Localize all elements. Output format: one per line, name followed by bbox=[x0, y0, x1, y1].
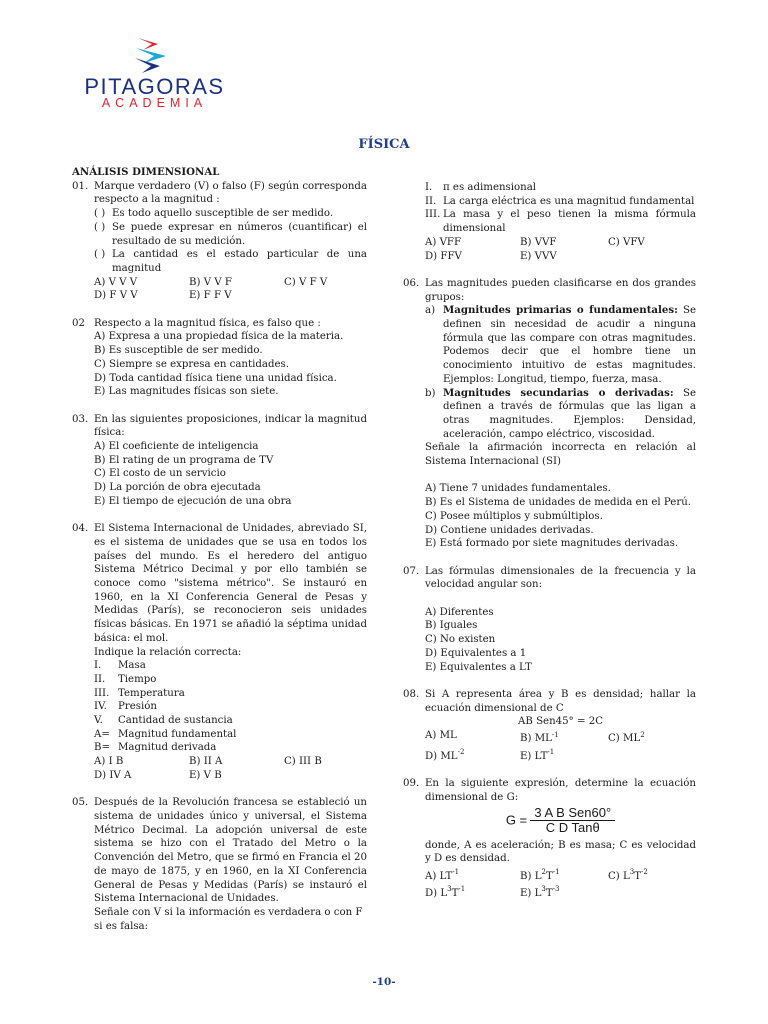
option-c: C) III B bbox=[284, 756, 322, 768]
option-a: A) Tiene 7 unidades fundamentales. bbox=[425, 483, 611, 495]
option-c: C) L bbox=[608, 870, 630, 882]
item-text: Presión bbox=[118, 701, 157, 713]
option-c: C) V F V bbox=[284, 276, 328, 288]
question-text: Las fórmulas dimensionales de la frecuencia y la velocidad angular son: bbox=[425, 565, 696, 591]
option-e: E) El tiempo de ejecución de una obra bbox=[94, 495, 292, 507]
question-number: 02 bbox=[72, 317, 85, 329]
exponent: -1 bbox=[452, 868, 460, 877]
option-d: D) Toda cantidad física tiene una unidad física. bbox=[94, 372, 337, 384]
item-marker: b) bbox=[425, 387, 436, 399]
item-marker: II. bbox=[425, 195, 437, 207]
exponent: -2 bbox=[457, 748, 465, 757]
exponent: -1 bbox=[552, 868, 560, 877]
option-a: A) Expresa a una propiedad física de la materia. bbox=[94, 331, 344, 343]
equation-lhs: G = bbox=[505, 812, 528, 828]
question-number: 08. bbox=[403, 688, 420, 700]
exponent: -2 bbox=[641, 868, 648, 877]
item-text: Masa bbox=[118, 660, 146, 672]
subtopic-title: Magnitudes secundarias o derivadas: bbox=[443, 386, 674, 399]
question-number: 01. bbox=[72, 180, 89, 192]
exponent: 3 bbox=[541, 885, 546, 894]
fraction-denominator: C D Tanθ bbox=[545, 820, 600, 836]
question-03 bbox=[72, 413, 367, 509]
exponent: 2 bbox=[640, 731, 645, 740]
question-text: En la siguiente expresión, determine la ecuación dimensional de G: bbox=[425, 777, 696, 803]
option-c: C) VFV bbox=[608, 236, 645, 248]
question-05 bbox=[72, 796, 367, 933]
option-e: E) Las magnitudes físicas son siete. bbox=[94, 386, 279, 398]
option-a: A) I B bbox=[94, 756, 124, 768]
fraction-equation bbox=[425, 806, 696, 834]
option-b: B) Iguales bbox=[425, 620, 478, 632]
option-d: D) FFV bbox=[425, 250, 462, 262]
exponent: 3 bbox=[629, 868, 635, 877]
question-07 bbox=[403, 565, 696, 675]
option-a: A) LT bbox=[425, 870, 453, 882]
exponent: 3 bbox=[447, 885, 452, 894]
question-number: 03. bbox=[72, 413, 89, 425]
option-a: A) Diferentes bbox=[425, 606, 494, 618]
option-a: A) El coeficiente de inteligencia bbox=[94, 441, 259, 453]
section-heading: ANÁLISIS DIMENSIONAL bbox=[72, 166, 220, 178]
option-e: E) V B bbox=[189, 769, 222, 781]
option-b: B) II A bbox=[189, 756, 223, 768]
question-08 bbox=[403, 688, 696, 763]
option-b: B) Es el Sistema de unidades de medida en el Perú. bbox=[425, 497, 692, 509]
key-text: Magnitud derivada bbox=[118, 742, 217, 754]
item-text: Se puede expresar en números (cuantificar) el resultado de su medición. bbox=[112, 221, 367, 247]
option-a: A) ML bbox=[425, 730, 457, 742]
question-text: Marque verdadero (V) o falso (F) según corresponda respecto a la magnitud : bbox=[94, 180, 367, 206]
option-b: B) VVF bbox=[520, 236, 557, 248]
option-e: E) LT bbox=[520, 750, 548, 762]
option-c: C) El costo de un servicio bbox=[94, 468, 226, 480]
page-number: -10- bbox=[372, 976, 396, 988]
option-b: B) El rating de un programa de TV bbox=[94, 454, 274, 466]
exponent: -1 bbox=[547, 748, 555, 757]
item-marker: IV. bbox=[94, 701, 107, 713]
option-e: E) VVV bbox=[520, 250, 557, 262]
arrow-logo-icon bbox=[72, 36, 237, 76]
option-b: B) Es susceptible de ser medido. bbox=[94, 345, 263, 357]
item-marker: ( ) bbox=[94, 221, 106, 233]
option-d: D) Equivalentes a 1 bbox=[425, 647, 527, 659]
right-column bbox=[403, 181, 696, 900]
question-note: donde, A es aceleración; B es masa; C es velocidad y D es densidad. bbox=[425, 839, 696, 865]
option-d: D) La porción de obra ejecutada bbox=[94, 482, 261, 494]
option-a: A) VFF bbox=[425, 236, 462, 248]
exponent: -1 bbox=[458, 885, 466, 894]
question-06 bbox=[403, 277, 696, 551]
key-marker: A= bbox=[94, 728, 110, 740]
item-text: La carga eléctrica es una magnitud fundamental bbox=[443, 195, 695, 207]
key-text: Magnitud fundamental bbox=[118, 728, 237, 740]
subtopic-text: Se definen sin necesidad de acudir a ninguna fórmula que las compare con otras magnitudes. Podemos decir que el hombre tiene un conocimiento intuitivo de estas magnitudes. Ejemplos: Longitud, tiempo, fuerza, masa. bbox=[443, 305, 696, 385]
equation: AB Sen45° = 2C bbox=[518, 716, 603, 728]
option-c: C) ML bbox=[608, 733, 641, 745]
question-01 bbox=[72, 180, 367, 303]
item-text: Temperatura bbox=[118, 687, 185, 699]
item-marker: III. bbox=[425, 209, 441, 221]
question-text: Respecto a la magnitud física, es falso que : bbox=[94, 317, 321, 329]
option-d: D) IV A bbox=[94, 769, 132, 781]
question-text: Las magnitudes pueden clasificarse en dos grandes grupos: bbox=[425, 277, 696, 303]
question-05-continued bbox=[425, 181, 696, 263]
option-d: D) L bbox=[425, 887, 448, 899]
logo-subtitle: ACADEMIA bbox=[101, 96, 208, 110]
subtopic-text: Se definen a través de fórmulas que las ligan a otras magnitudes. Ejemplos: Densidad, aceleración, campo eléctrico, viscosidad. bbox=[443, 387, 696, 440]
option-e: E) F F V bbox=[189, 290, 232, 302]
item-text: La cantidad es el estado particular de una magnitud bbox=[112, 249, 367, 274]
exponent: 2 bbox=[541, 868, 546, 877]
question-prompt: Señale la afirmación incorrecta en relación al Sistema Internacional (SI) bbox=[425, 442, 696, 468]
option-d: D) ML bbox=[425, 750, 458, 762]
subtopic-title: Magnitudes primarias o fundamentales: bbox=[443, 304, 678, 317]
question-number: 04. bbox=[72, 523, 89, 535]
page-title: FÍSICA bbox=[358, 137, 410, 152]
item-marker: I. bbox=[94, 660, 102, 672]
item-marker: ( ) bbox=[94, 208, 106, 220]
item-marker: a) bbox=[425, 305, 436, 317]
option-e: E) Está formado por siete magnitudes derivadas. bbox=[425, 538, 679, 550]
question-text: Después de la Revolución francesa se estableció un sistema de unidades único y universal, el Sistema Métrico Decimal. La adopción universal de este sistema se hizo con el Tratado del Metro o la Convención del Metro, que se firmó en Francia el 20 de mayo de 1875, y en 1960, en la XI Conferencia General de Pesas y Medidas (París) se instauró el Sistema Internacional de Unidades. bbox=[94, 797, 367, 905]
question-04 bbox=[72, 522, 367, 782]
left-column bbox=[72, 166, 367, 933]
option-b: B) ML bbox=[520, 733, 552, 745]
option-c: C) No existen bbox=[425, 634, 496, 646]
fraction-numerator: 3 A B Sen60° bbox=[530, 806, 615, 821]
item-text: Cantidad de sustancia bbox=[118, 715, 233, 727]
exponent: -1 bbox=[551, 731, 559, 740]
item-marker: II. bbox=[94, 673, 106, 685]
option-c-part: T bbox=[634, 870, 642, 882]
question-text: Si A representa área y B es densidad; hallar la ecuación dimensional de C bbox=[425, 688, 696, 714]
option-c: C) Posee múltiplos y submúltiplos. bbox=[425, 510, 603, 522]
option-b: B) L bbox=[520, 870, 542, 882]
item-text: Es todo aquello susceptible de ser medido. bbox=[112, 208, 334, 220]
option-e: E) Equivalentes a LT bbox=[425, 661, 532, 673]
item-marker: I. bbox=[425, 182, 433, 193]
item-marker: V. bbox=[94, 715, 103, 727]
question-prompt: Señale con V si la información es verdadera o con F si es falsa: bbox=[94, 906, 363, 932]
item-text: Tiempo bbox=[118, 673, 157, 685]
item-text: π es adimensional bbox=[443, 182, 537, 193]
option-e: E) L bbox=[520, 887, 542, 899]
question-text: En las siguientes proposiciones, indicar la magnitud física: bbox=[94, 413, 367, 439]
question-prompt: Indique la relación correcta: bbox=[94, 646, 242, 658]
item-text: La masa y el peso tienen la misma fórmula dimensional bbox=[443, 209, 696, 235]
option-a: A) V V V bbox=[94, 276, 138, 288]
option-e-part: T bbox=[545, 887, 553, 899]
item-marker: ( ) bbox=[94, 249, 106, 261]
option-d-part: T bbox=[451, 887, 459, 899]
question-number: 09. bbox=[403, 777, 420, 789]
exponent: -3 bbox=[552, 885, 560, 894]
question-number: 06. bbox=[403, 277, 420, 289]
question-number: 05. bbox=[72, 797, 89, 809]
question-02 bbox=[72, 317, 367, 399]
option-b: B) V V F bbox=[189, 276, 232, 288]
question-text: El Sistema Internacional de Unidades, abreviado SI, es el sistema de unidades que se usa en todos los países del mundo. Es el heredero del antiguo Sistema Métrico Decimal y por ello también se conoce como "sistema métrico". Se instauró en 1960, en la XI Conferencia General de Pesas y Medidas (París), se reconocieron seis unidades físicas básicas. En 1971 se añadió la séptima unidad básica: el mol. bbox=[94, 523, 367, 644]
academy-logo bbox=[72, 36, 237, 116]
question-number: 07. bbox=[403, 565, 420, 577]
option-d: D) F V V bbox=[94, 290, 138, 302]
key-marker: B= bbox=[94, 742, 111, 754]
option-b-part: T bbox=[545, 870, 553, 882]
option-d: D) Contiene unidades derivadas. bbox=[425, 524, 594, 536]
question-09 bbox=[403, 777, 696, 900]
logo-wordmark: PITAGORAS bbox=[84, 74, 225, 99]
option-c: C) Siempre se expresa en cantidades. bbox=[94, 358, 289, 370]
item-marker: III. bbox=[94, 687, 110, 699]
